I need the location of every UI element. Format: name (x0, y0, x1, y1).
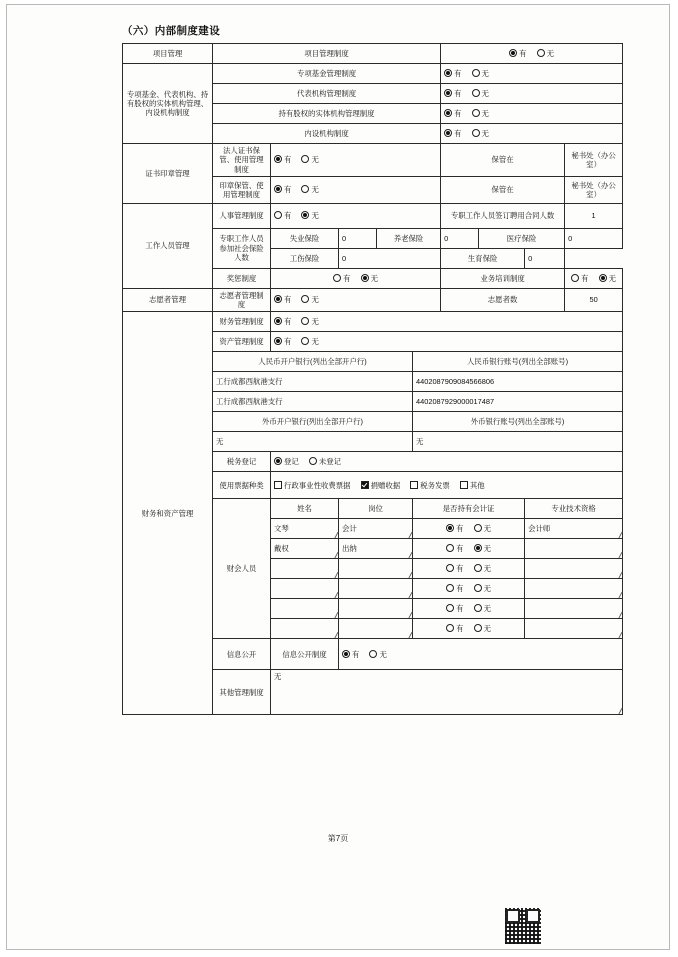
radio-yes-icon[interactable] (446, 544, 454, 552)
seal-keep-place-1: 秘书处（办公室） (565, 176, 623, 203)
tax-registration-label: 税务登记 (213, 452, 271, 472)
special-fund-choice-0[interactable]: 有 无 (441, 64, 623, 84)
page-footer: 第7页 (327, 834, 349, 843)
fx-account-0: 无 (413, 432, 623, 452)
volunteer-count-label: 志愿者数 (441, 288, 565, 312)
radio-no-icon[interactable] (474, 544, 482, 552)
accountant-post-3 (339, 579, 413, 599)
row-label-project-mgmt: 项目管理 (123, 44, 213, 64)
accountant-title-1 (525, 539, 623, 559)
invoice-label: 使用票据种类 (213, 472, 271, 499)
radio-no-icon[interactable] (301, 337, 309, 345)
accountant-post-2 (339, 559, 413, 579)
radio-yes-icon[interactable] (274, 317, 282, 325)
seal-keep-label-0: 保管在 (441, 144, 565, 177)
insurance-value-2: 0 (565, 228, 623, 248)
info-disclosure-item: 信息公开制度 (271, 639, 339, 670)
insurance-name-0: 失业保险 (271, 228, 339, 248)
accountant-header-title: 专业技术资格 (525, 499, 623, 519)
radio-no-icon[interactable] (369, 650, 377, 658)
volunteer-count-value: 50 (565, 288, 623, 312)
radio-yes-icon[interactable] (509, 49, 517, 57)
table-row (123, 64, 623, 84)
fulltime-contract-value: 1 (565, 203, 623, 228)
row-label-seal-mgmt: 证书印章管理 (123, 144, 213, 204)
insurance-name-1: 养老保险 (377, 228, 441, 248)
fx-header-left: 外币开户银行(列出全部开户行) (213, 412, 413, 432)
bank-header-right: 人民币银行账号(列出全部账号) (413, 352, 623, 372)
accountant-name-0: 文琴 (271, 519, 339, 539)
radio-no-icon[interactable] (599, 274, 607, 282)
special-fund-choice-3[interactable]: 有 无 (441, 124, 623, 144)
radio-yes-icon[interactable] (274, 185, 282, 193)
special-fund-item-0: 专项基金管理制度 (213, 64, 441, 84)
accountant-header-cert: 是否持有会计证 (413, 499, 525, 519)
table-row (123, 144, 623, 177)
seal-item-0: 法人证书保管、使用管理制度 (213, 144, 271, 177)
seal-item-1: 印章保管、使用管理制度 (213, 176, 271, 203)
special-fund-item-1: 代表机构管理制度 (213, 84, 441, 104)
radio-yes-icon[interactable] (446, 624, 454, 632)
finance-system-choice[interactable]: 有 无 (271, 312, 623, 332)
radio-yes-icon[interactable] (446, 524, 454, 532)
special-fund-choice-2[interactable]: 有 无 (441, 104, 623, 124)
accountant-title-4 (525, 599, 623, 619)
radio-no-icon[interactable] (301, 211, 309, 219)
radio-no-icon[interactable] (474, 584, 482, 592)
radio-no-icon[interactable] (301, 155, 309, 163)
accountant-name-1: 戴权 (271, 539, 339, 559)
other-system-value: 无 (271, 670, 623, 715)
radio-yes-icon[interactable] (333, 274, 341, 282)
insurance-value-4: 0 (525, 248, 565, 268)
radio-no-icon[interactable] (474, 624, 482, 632)
radio-no-icon[interactable] (472, 129, 480, 137)
social-insurance-label: 专职工作人员参加社会保险人数 (213, 228, 271, 268)
asset-system-choice[interactable]: 有 无 (271, 332, 623, 352)
accountant-title-2 (525, 559, 623, 579)
insurance-value-0: 0 (339, 228, 377, 248)
internal-system-table (122, 43, 623, 715)
radio-no-icon[interactable] (301, 295, 309, 303)
radio-yes-icon[interactable] (274, 295, 282, 303)
bank-header-left: 人民币开户银行(列出全部开户行) (213, 352, 413, 372)
accountant-title-0: 会计师 (525, 519, 623, 539)
table-row (123, 44, 623, 64)
qr-code-icon (505, 908, 541, 944)
insurance-value-3: 0 (339, 248, 441, 268)
checkbox-admin-fee-icon[interactable] (274, 481, 282, 489)
fx-header-right: 外币银行账号(列出全部账号) (413, 412, 623, 432)
radio-yes-icon[interactable] (274, 155, 282, 163)
row-label-finance-mgmt: 财务和资产管理 (123, 312, 213, 715)
accountant-label: 财会人员 (213, 499, 271, 639)
special-fund-choice-1[interactable]: 有 无 (441, 84, 623, 104)
checkbox-tax-invoice-icon[interactable] (410, 481, 418, 489)
radio-no-icon[interactable] (474, 564, 482, 572)
bank-name-0: 工行成都西航港支行 (213, 372, 413, 392)
radio-yes-icon[interactable] (446, 604, 454, 612)
accountant-post-0: 会计 (339, 519, 413, 539)
reward-system-item: 奖惩制度 (213, 268, 271, 288)
page-title: （六）内部制度建设 (122, 25, 221, 37)
radio-yes-icon[interactable] (444, 109, 452, 117)
radio-yes-icon[interactable] (274, 337, 282, 345)
project-mgmt-choice[interactable]: 有 无 (441, 44, 623, 64)
checkbox-other-icon[interactable] (460, 481, 468, 489)
special-fund-item-3: 内设机构制度 (213, 124, 441, 144)
radio-yes-icon[interactable] (571, 274, 579, 282)
row-label-volunteer-mgmt: 志愿者管理 (123, 288, 213, 312)
bank-name-1: 工行成都西航港支行 (213, 392, 413, 412)
accountant-name-5 (271, 619, 339, 639)
asset-system-item: 资产管理制度 (213, 332, 271, 352)
radio-no-icon[interactable] (474, 604, 482, 612)
accountant-title-3 (525, 579, 623, 599)
table-row (123, 203, 623, 228)
insurance-value-1: 0 (441, 228, 479, 248)
accountant-cert-3[interactable]: 有 无 (413, 579, 525, 599)
seal-choice-1[interactable]: 有 无 (271, 176, 441, 203)
radio-yes-icon[interactable] (444, 129, 452, 137)
accountant-cert-2[interactable]: 有 无 (413, 559, 525, 579)
accountant-post-1: 出纳 (339, 539, 413, 559)
volunteer-item: 志愿者管理制度 (213, 288, 271, 312)
table-row (123, 288, 623, 312)
radio-yes-icon[interactable] (446, 564, 454, 572)
insurance-name-4: 生育保险 (441, 248, 525, 268)
reward-system-choice[interactable]: 有 无 (271, 268, 441, 288)
training-system-item: 业务培训制度 (441, 268, 565, 288)
bank-account-1: 4402087929000017487 (413, 392, 623, 412)
training-system-choice[interactable]: 有 无 (565, 268, 623, 288)
seal-choice-0[interactable]: 有 无 (271, 144, 441, 177)
tax-registration-choice[interactable]: 登记 未登记 (271, 452, 623, 472)
document-page (6, 4, 670, 950)
radio-unregistered-icon[interactable] (309, 457, 317, 465)
accountant-name-4 (271, 599, 339, 619)
accountant-cert-0[interactable]: 有 无 (413, 519, 525, 539)
info-disclosure-category: 信息公开 (213, 639, 271, 670)
seal-keep-place-0: 秘书处（办公室） (565, 144, 623, 177)
accountant-post-5 (339, 619, 413, 639)
accountant-header-name: 姓名 (271, 499, 339, 519)
accountant-header-post: 岗位 (339, 499, 413, 519)
accountant-name-3 (271, 579, 339, 599)
accountant-title-5 (525, 619, 623, 639)
special-fund-item-2: 持有股权的实体机构管理制度 (213, 104, 441, 124)
personnel-system-item: 人事管理制度 (213, 203, 271, 228)
radio-yes-icon[interactable] (444, 69, 452, 77)
table-row (123, 312, 623, 332)
radio-yes-icon[interactable] (444, 89, 452, 97)
bank-account-0: 4402087909084566806 (413, 372, 623, 392)
row-label-special-fund: 专项基金、代表机构、持有股权的实体机构管理、内设机构制度 (123, 64, 213, 144)
accountant-post-4 (339, 599, 413, 619)
other-system-label: 其他管理制度 (213, 670, 271, 715)
radio-no-icon[interactable] (361, 274, 369, 282)
finance-system-item: 财务管理制度 (213, 312, 271, 332)
fulltime-contract-label: 专职工作人员签订聘用合同人数 (441, 203, 565, 228)
radio-no-icon[interactable] (472, 69, 480, 77)
invoice-options[interactable]: 行政事业性收费票据 捐赠收据 税务发票 其他 (271, 472, 623, 499)
row-label-staff-mgmt: 工作人员管理 (123, 203, 213, 288)
checkbox-donation-receipt-icon[interactable] (361, 481, 369, 489)
radio-registered-icon[interactable] (274, 457, 282, 465)
radio-no-icon[interactable] (301, 185, 309, 193)
accountant-name-2 (271, 559, 339, 579)
volunteer-choice[interactable]: 有 无 (271, 288, 441, 312)
radio-no-icon[interactable] (472, 89, 480, 97)
radio-yes-icon[interactable] (446, 584, 454, 592)
seal-keep-label-1: 保管在 (441, 176, 565, 203)
info-disclosure-choice[interactable]: 有 无 (339, 639, 623, 670)
radio-yes-icon[interactable] (274, 211, 282, 219)
radio-no-icon[interactable] (301, 317, 309, 325)
accountant-cert-5[interactable]: 有 无 (413, 619, 525, 639)
radio-no-icon[interactable] (474, 524, 482, 532)
radio-no-icon[interactable] (537, 49, 545, 57)
project-mgmt-item: 项目管理制度 (213, 44, 441, 64)
radio-no-icon[interactable] (472, 109, 480, 117)
accountant-cert-4[interactable]: 有 无 (413, 599, 525, 619)
accountant-cert-1[interactable]: 有 无 (413, 539, 525, 559)
insurance-name-2: 医疗保险 (479, 228, 565, 248)
radio-yes-icon[interactable] (342, 650, 350, 658)
insurance-name-3: 工伤保险 (271, 248, 339, 268)
personnel-system-choice[interactable]: 有 无 (271, 203, 441, 228)
fx-name-0: 无 (213, 432, 413, 452)
